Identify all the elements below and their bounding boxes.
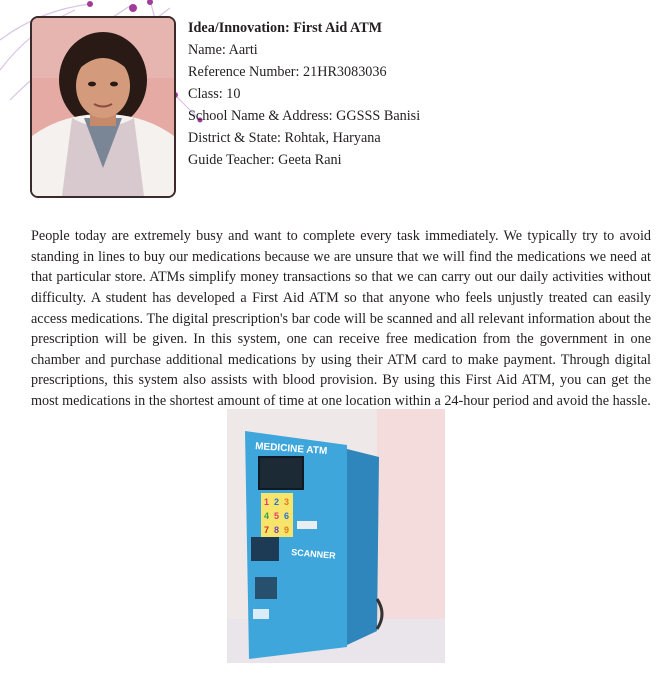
school-name: School Name & Address: GGSSS Banisi xyxy=(188,108,421,124)
keypad-key-1: 1 xyxy=(264,497,270,507)
description-paragraph: People today are extremely busy and want to complete every task immediately. We typically try to avoid standing in lines to buy our medications because we are unsure that we will find the medications we need at that particular store. ATMs simplify money transactions so that we can carry out our daily activities without difficulty. A student has developed a First Aid ATM so that anyone who feels unjustly treated can easily access medications. The digital prescription's bar code will be scanned and all relevant information about the prescription will be given. In this system, one can receive free medication from the government in one chamber and purchase additional medications by using their ATM card to make payment. Through digital prescriptions, this system also assists with blood provision. By using this First Aid ATM, you can get the most medications in the shortest amount of time at one location within a 24-hour period and avoid the hassle. xyxy=(31,228,651,409)
district-state: District & State: Rohtak, Haryana xyxy=(188,130,381,146)
keypad-key-8: 8 xyxy=(274,525,280,535)
machine-label-scanner: SCANNER xyxy=(290,547,337,561)
medicine-atm-photo xyxy=(227,409,445,663)
keypad-key-9: 9 xyxy=(284,525,290,535)
student-class: Class: 10 xyxy=(188,86,241,102)
keypad-key-6: 6 xyxy=(284,511,290,521)
keypad-key-2: 2 xyxy=(274,497,280,507)
student-name: Name: Aarti xyxy=(188,42,258,58)
keypad-key-5: 5 xyxy=(274,511,280,521)
student-photo xyxy=(30,16,176,198)
reference-number: Reference Number: 21HR3083036 xyxy=(188,64,387,80)
keypad-key-4: 4 xyxy=(264,511,270,521)
profile-info xyxy=(188,17,420,171)
keypad-key-7: 7 xyxy=(264,525,270,535)
machine-label-top: MEDICINE ATM xyxy=(254,441,328,458)
keypad-key-3: 3 xyxy=(284,497,290,507)
innovation-title: Idea/Innovation: First Aid ATM xyxy=(188,20,383,36)
guide-teacher: Guide Teacher: Geeta Rani xyxy=(188,152,342,168)
